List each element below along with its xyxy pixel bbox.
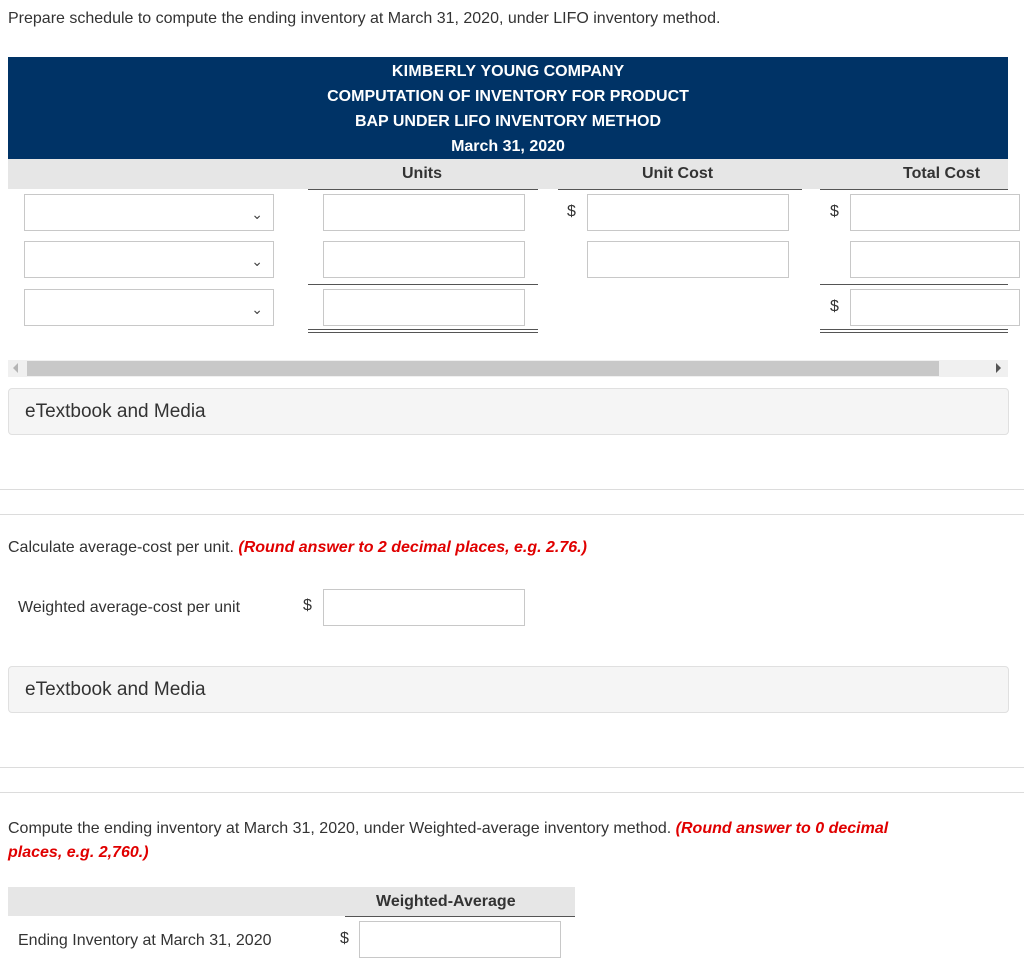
ending-inventory-label: Ending Inventory at March 31, 2020	[18, 932, 272, 949]
section-divider	[0, 514, 1024, 515]
row2-item-select[interactable]	[24, 241, 274, 278]
etextbook-label[interactable]: eTextbook and Media	[25, 679, 206, 700]
section-divider	[0, 767, 1024, 768]
col-total-cost: Total Cost	[903, 165, 981, 182]
scroll-left-icon[interactable]	[13, 363, 18, 373]
row1-units-input[interactable]	[323, 194, 525, 231]
col-unit-cost: Unit Cost	[642, 165, 714, 182]
col-units: Units	[402, 165, 442, 182]
etextbook-media-panel-1[interactable]	[8, 388, 1009, 435]
etextbook-label[interactable]: eTextbook and Media	[25, 401, 206, 422]
weighted-avg-dollar: $	[303, 597, 312, 614]
row1-total-input[interactable]	[850, 194, 1020, 231]
header-date: March 31, 2020	[451, 138, 565, 155]
row1-unitcost-dollar: $	[567, 203, 576, 220]
col-weighted-average: Weighted-Average	[376, 893, 516, 910]
unitcost-header-rule	[558, 189, 802, 190]
header-line-2: COMPUTATION OF INVENTORY FOR PRODUCT	[327, 88, 689, 105]
row2-unitcost-input[interactable]	[587, 241, 789, 278]
etextbook-media-panel-2[interactable]	[8, 666, 1009, 713]
weighted-average-header-rule	[345, 916, 575, 917]
rounding-hint-cont: places, e.g. 2,760.)	[8, 844, 149, 861]
section-divider	[0, 489, 1024, 490]
units-subtotal-rule	[308, 284, 538, 285]
chevron-down-icon: ⌄	[251, 253, 263, 269]
schedule-header	[8, 57, 1008, 159]
instruction-weighted-average: Compute the ending inventory at March 31, 2020, under Weighted-average inventory method. (Round answer to 0 decimal places, e.g. 2,760.)	[8, 820, 889, 861]
weighted-average-header-row	[8, 887, 575, 916]
row2-units-input[interactable]	[323, 241, 525, 278]
row2-total-input[interactable]	[850, 241, 1020, 278]
header-line-3: BAP UNDER LIFO INVENTORY METHOD	[354, 113, 662, 130]
total-double-rule	[820, 329, 1008, 333]
company-name: KIMBERLY YOUNG COMPANY	[391, 63, 625, 80]
section-divider	[0, 792, 1024, 793]
scrollbar-thumb[interactable]	[27, 361, 939, 376]
units-header-rule	[308, 189, 538, 190]
ending-inventory-input[interactable]	[359, 921, 561, 958]
row3-total-dollar: $	[830, 298, 839, 315]
instruction-average-cost: Calculate average-cost per unit. (Round answer to 2 decimal places, e.g. 2.76.)	[8, 539, 587, 556]
instruction-lifo: Prepare schedule to compute the ending inventory at March 31, 2020, under LIFO inventory method.	[8, 10, 721, 27]
horizontal-scrollbar[interactable]	[8, 360, 1008, 377]
row3-item-select[interactable]	[24, 289, 274, 326]
ending-inventory-dollar: $	[340, 930, 349, 947]
row1-item-select[interactable]	[24, 194, 274, 231]
row3-units-input[interactable]	[323, 289, 525, 326]
totalcost-header-rule	[820, 189, 1008, 190]
chevron-down-icon: ⌄	[251, 301, 263, 317]
chevron-down-icon: ⌄	[251, 206, 263, 222]
scroll-right-icon[interactable]	[996, 363, 1001, 373]
column-header-row	[8, 159, 1008, 189]
units-total-double-rule	[308, 329, 538, 333]
row1-total-dollar: $	[830, 203, 839, 220]
row3-total-input[interactable]	[850, 289, 1020, 326]
total-subtotal-rule	[820, 284, 1008, 285]
rounding-hint: (Round answer to 2 decimal places, e.g. 2.76.)	[238, 539, 587, 556]
row1-unitcost-input[interactable]	[587, 194, 789, 231]
rounding-hint: (Round answer to 0 decimal	[675, 820, 889, 837]
weighted-avg-cost-input[interactable]	[323, 589, 525, 626]
weighted-avg-label: Weighted average-cost per unit	[18, 599, 241, 616]
